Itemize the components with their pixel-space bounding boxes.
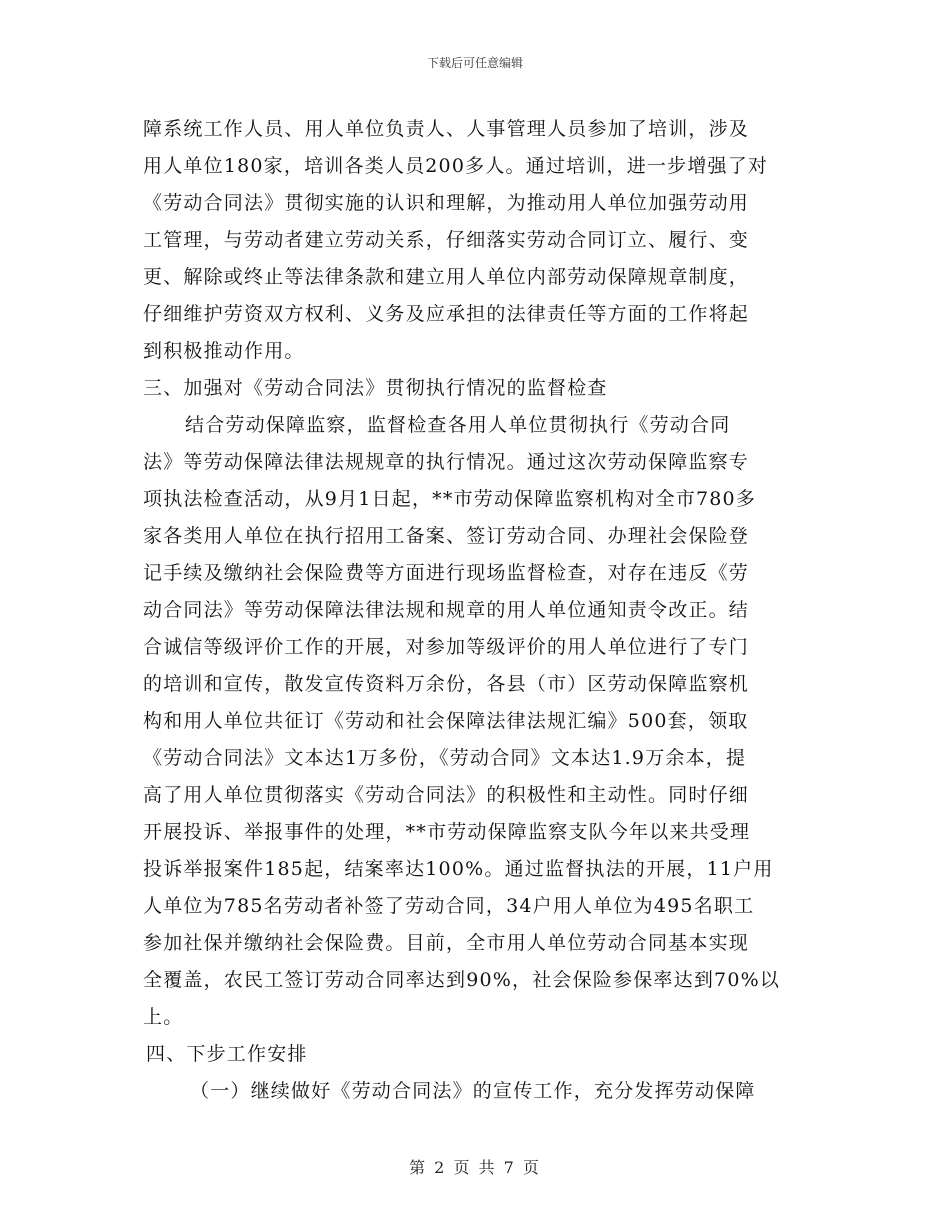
text-line: 高了用人单位贯彻落实《劳动合同法》的积极性和主动性。同时仔细 — [143, 784, 750, 806]
page-header: 下载后可任意编辑 — [426, 56, 523, 70]
text-line: 《劳动合同法》文本达1万多份，《劳动合同》文本达1.9万余本，提 — [143, 747, 747, 769]
text-line: 《劳动合同法》贯彻实施的认识和理解，为推动用人单位加强劳动用 — [143, 192, 750, 214]
text-line: 构和用人单位共征订《劳动和社会保障法律法规汇编》500套，领取 — [143, 710, 749, 732]
text-line: 投诉举报案件185起，结案率达100%。通过监督执法的开展，11户用 — [143, 858, 774, 880]
text-line: 用人单位180家，培训各类人员200多人。通过培训，进一步增强了对 — [143, 155, 769, 177]
text-line: 合诚信等级评价工作的开展，对参加等级评价的用人单位进行了专门 — [143, 636, 750, 658]
text-line: 到积极推动作用。 — [143, 340, 305, 362]
text-line: 项执法检查活动，从9月1日起，**市劳动保障监察机构对全市780多 — [143, 488, 757, 510]
page-footer: 第 2 页 共 7 页 — [409, 1158, 541, 1177]
text-line: 仔细维护劳资双方权利、义务及应承担的法律责任等方面的工作将起 — [143, 303, 750, 325]
text-line: 法》等劳动保障法律法规规章的执行情况。通过这次劳动保障监察专 — [143, 451, 750, 473]
text-line: 动合同法》等劳动保障法律法规和规章的用人单位通知责令改正。结 — [143, 599, 750, 621]
text-line: 上。 — [143, 1006, 184, 1028]
section-heading: 四、下步工作安排 — [146, 1043, 308, 1065]
text-line: 工管理，与劳动者建立劳动关系，仔细落实劳动合同订立、履行、变 — [143, 229, 750, 251]
text-line: （一）继续做好《劳动合同法》的宣传工作，充分发挥劳动保障 — [190, 1080, 756, 1102]
text-line: 的培训和宣传，散发宣传资料万余份，各县（市）区劳动保障监察机 — [143, 673, 750, 695]
text-line: 结合劳动保障监察，监督检查各用人单位贯彻执行《劳动合同 — [185, 414, 731, 436]
text-line: 参加社保并缴纳社会保险费。目前，全市用人单位劳动合同基本实现 — [143, 932, 750, 954]
text-line: 人单位为785名劳动者补签了劳动合同，34户用人单位为495名职工 — [143, 895, 755, 917]
text-line: 记手续及缴纳社会保险费等方面进行现场监督检查，对存在违反《劳 — [143, 562, 750, 584]
text-line: 障系统工作人员、用人单位负责人、人事管理人员参加了培训，涉及 — [143, 118, 750, 140]
text-line: 全覆盖，农民工签订劳动合同率达到90%，社会保险参保率达到70%以 — [143, 969, 781, 991]
text-line: 开展投诉、举报事件的处理，**市劳动保障监察支队今年以来共受理 — [143, 821, 751, 843]
text-line: 更、解除或终止等法律条款和建立用人单位内部劳动保障规章制度， — [143, 266, 750, 288]
text-line: 家各类用人单位在执行招用工备案、签订劳动合同、办理社会保险登 — [143, 525, 750, 547]
section-heading: 三、加强对《劳动合同法》贯彻执行情况的监督检查 — [143, 377, 608, 399]
